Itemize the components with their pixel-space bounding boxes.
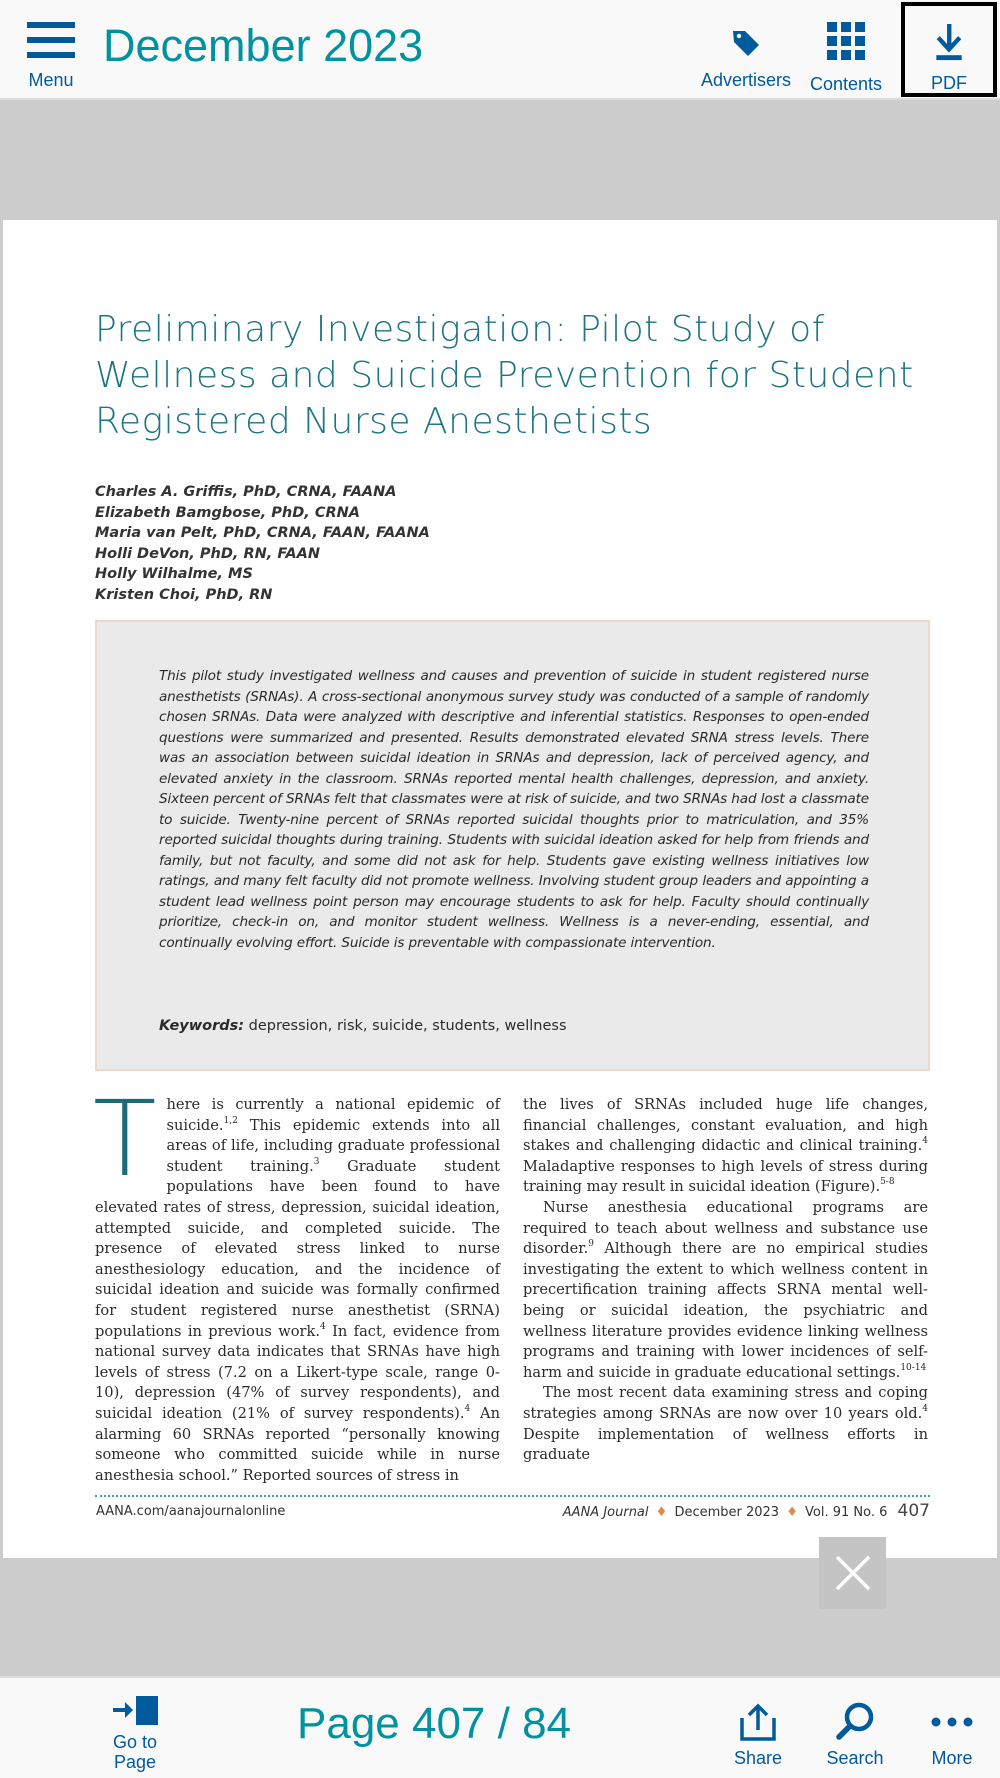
top-toolbar (0, 0, 1000, 100)
author: Charles A. Griffis, PhD, CRNA, FAANA (95, 484, 397, 500)
author: Kristen Choi, PhD, RN (95, 586, 273, 603)
citation: 9 (588, 1239, 594, 1250)
issue-title: December 2023 (103, 20, 424, 71)
page-number: 407 (897, 1501, 930, 1521)
share-button[interactable] (728, 1700, 788, 1768)
share-icon (738, 1702, 778, 1742)
body-paragraph: There is currently a national epidemic of suicide.$^{1,2}$ This epidemic extends into all areas of life, including graduate professional student training.$^3$ Graduate student populations have been found to have elevated rates of stress, depression, suicidal ideation, attempted suicide, and completed suicide. The presence of elevated stress linked to nurse anesthesiology education, and the incidence of suicidal ideation and suicide was formally confirmed for student registered nurse anesthetist (SRNA) populations in previous work.$^4$ In fact, evidence from national survey data indicates that SRNAs have high levels of stress (7.2 on a Likert-type scale, range 0-10), depression (47% of survey respondents), and suicidal ideation (21% of survey respondents).$^4$ An alarming 60 SRNAs reported “personally knowing someone who committed suicide while in nurse anesthesia school.” Reported sources of stress in (93, 1078, 500, 1484)
more-button[interactable] (922, 1700, 982, 1768)
diamond-separator-icon: ♦ (786, 1505, 798, 1520)
go-to-page-label: Go to Page (112, 1732, 158, 1772)
body-paragraph: the lives of SRNAs included huge life changes, financial challenges, constant evaluation, and high stakes and challenging didactic and clinical training.$^4$ Maladaptive responses to high levels of stress during training may result in suicidal ideation (Figure).$^{5-8}$ (523, 1096, 928, 1196)
footer-citation (563, 1501, 930, 1521)
menu-label: Menu (28, 70, 74, 90)
search-label: Search (826, 1748, 884, 1768)
contents-label: Contents (809, 74, 883, 94)
abstract-text: This pilot study investigated wellness and causes and prevention of suicide in student registered nurse anesthetists (SRNAs). A cross-sectional anonymous survey study was conducted of a sample of randomly chosen SRNAs. Data were analyzed with descriptive and inferential statistics. Responses to open-ended questions were summarized and presented. Results demonstrated elevated SRNA stress levels. There was an association between suicidal ideation in SRNAs and depression, lack of perceived agency, and elevated anxiety in the classroom. SRNAs reported mental health challenges, depression, and anxiety. Sixteen percent of SRNAs felt that classmates were at risk of suicide, and two SRNAs had lost a classmate to suicide. Twenty-nine percent of SRNAs reported suicidal thoughts prior to matriculation, and 35% reported suicidal thoughts during training. Students with suicidal ideation asked for help from friends and family, but not faculty, and some did not ask for help. Students gave existing wellness initiatives low ratings, and many felt faculty did not promote wellness. Involving student group leaders and appointing a student lead wellness point person may encourage students to ask for help. Faculty should continually prioritize, check-in on, and monitor student wellness. Wellness is a never-ending, essential, and continually evolving effort. Suicide is preventable with compassionate intervention. (159, 668, 869, 951)
tag-icon (731, 28, 761, 58)
footer-url: AANA.com/aanajournalonline (96, 1504, 286, 1519)
citation: 4 (319, 1321, 326, 1332)
citation: 1,2 (223, 1115, 238, 1126)
body-column-left (93, 1078, 500, 1486)
keywords (159, 1018, 869, 1034)
citation: 4 (464, 1403, 471, 1414)
body-paragraph: Nurse anesthesia educational programs are required to teach about wellness and substance use disorder.$^9$ Although there are no empirical studies investigating the extent to which wellness content in precertification training affects SRNA mental well-being or suicidal ideation, the psychiatric and wellness literature provides evidence linking wellness programs and training with lower incidences of self-harm and suicide in graduate educational settings.$^{10-14}$ (523, 1198, 928, 1381)
pdf-label: PDF (931, 73, 967, 93)
issue-date: December 2023 (674, 1505, 780, 1520)
footer-divider (95, 1495, 930, 1497)
search-button[interactable] (820, 1700, 890, 1768)
grid-icon (827, 22, 865, 60)
journal-name: AANA Journal (562, 1505, 649, 1520)
advertisers-label: Advertisers (700, 70, 792, 90)
volume-number: Vol. 91 No. 6 (805, 1505, 888, 1520)
drop-cap: T (93, 1078, 157, 1200)
bottom-toolbar (0, 1676, 1000, 1778)
body-column-right (523, 1095, 928, 1466)
advertisers-button[interactable] (696, 28, 796, 90)
author-list (95, 482, 595, 605)
author: Elizabeth Bamgbose, PhD, CRNA (95, 504, 360, 521)
contents-button[interactable] (806, 22, 886, 94)
more-dots-icon (930, 1716, 974, 1728)
citation: 3 (313, 1156, 320, 1167)
close-button[interactable] (819, 1537, 886, 1609)
body-paragraph: The most recent data examining stress and coping strategies among SRNAs are now over 10 years old.$^4$ Despite implementation of wellness efforts in graduate (523, 1384, 928, 1464)
citation: 4 (922, 1136, 928, 1147)
author: Holly Wilhalme, MS (95, 566, 253, 582)
download-icon (936, 24, 962, 63)
keywords-label: Keywords: (159, 1018, 245, 1034)
abstract-box (95, 620, 930, 1071)
more-label: More (931, 1748, 973, 1768)
keywords-values: depression, risk, suicide, students, wellness (248, 1018, 567, 1034)
author: Maria van Pelt, PhD, CRNA, FAAN, FAANA (95, 525, 430, 541)
close-icon (834, 1554, 872, 1592)
go-to-page-button[interactable] (100, 1694, 170, 1772)
citation: 10-14 (900, 1362, 927, 1373)
page-indicator: Page 407 / 84 (297, 1699, 572, 1748)
go-to-page-icon (111, 1694, 159, 1726)
citation: 4 (922, 1403, 928, 1414)
hamburger-icon (27, 20, 75, 60)
search-icon (834, 1701, 876, 1743)
diamond-separator-icon: ♦ (655, 1505, 668, 1520)
pdf-download-button[interactable] (901, 2, 997, 97)
citation: 5-8 (880, 1177, 895, 1188)
document-page (3, 220, 997, 1558)
menu-button[interactable] (22, 20, 80, 90)
share-label: Share (733, 1748, 783, 1768)
article-title: Preliminary Investigation: Pilot Study of Wellness and Suicide Prevention for Student Registered Nurse Anesthetists (95, 309, 914, 442)
author: Holli DeVon, PhD, RN, FAAN (95, 545, 320, 562)
